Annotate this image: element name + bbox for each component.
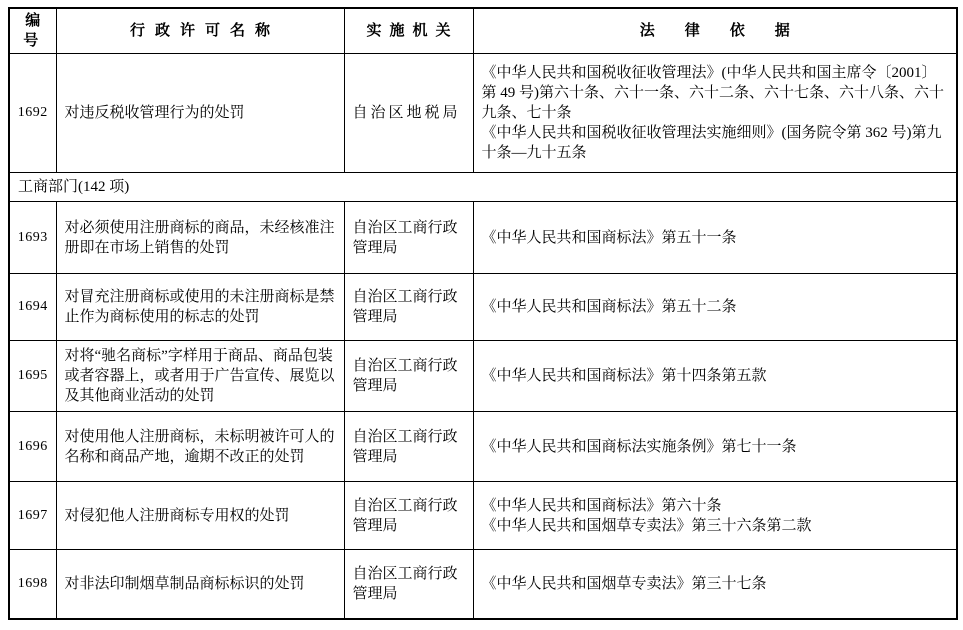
header-license-name: 行政许可名称 bbox=[56, 8, 344, 54]
table-header-row bbox=[9, 8, 957, 54]
legal-basis-line: 《中华人民共和国税收征收管理法实施细则》(国务院令第 362 号)第九十条—九十五条 bbox=[481, 125, 942, 161]
header-agency: 实施机关 bbox=[344, 8, 473, 54]
header-legal-basis: 法律依据 bbox=[473, 8, 957, 54]
cell-number: 1695 bbox=[9, 341, 56, 412]
cell-legal-basis bbox=[473, 54, 957, 173]
cell-legal-basis bbox=[473, 341, 957, 412]
cell-license-name: 对侵犯他人注册商标专用权的处罚 bbox=[56, 482, 344, 550]
table-row bbox=[9, 202, 957, 274]
cell-number: 1697 bbox=[9, 482, 56, 550]
cell-agency: 自治区工商行政管理局 bbox=[344, 412, 473, 482]
legal-basis-line: 《中华人民共和国商标法实施条例》第七十一条 bbox=[481, 438, 797, 455]
cell-agency: 自治区工商行政管理局 bbox=[344, 202, 473, 274]
license-table bbox=[8, 7, 958, 620]
cell-number: 1698 bbox=[9, 550, 56, 619]
cell-legal-basis bbox=[473, 550, 957, 619]
section-header: 工商部门(142 项) bbox=[9, 173, 957, 202]
legal-basis-line: 《中华人民共和国烟草专卖法》第三十六条第二款 bbox=[481, 517, 812, 534]
header-number: 编号 bbox=[9, 8, 56, 54]
legal-basis-line: 《中华人民共和国税收征收管理法》(中华人民共和国主席令〔2001〕第 49 号)第六十条、六十一条、六十二条、六十七条、六十八条、六十九条、七十条 bbox=[481, 65, 944, 121]
cell-number: 1694 bbox=[9, 274, 56, 341]
legal-basis-line: 《中华人民共和国商标法》第五十二条 bbox=[481, 299, 737, 315]
cell-agency: 自治区工商行政管理局 bbox=[344, 274, 473, 341]
cell-legal-basis bbox=[473, 274, 957, 341]
legal-basis-line: 《中华人民共和国商标法》第五十一条 bbox=[481, 229, 737, 246]
cell-number: 1692 bbox=[9, 54, 56, 173]
cell-license-name: 对违反税收管理行为的处罚 bbox=[56, 54, 344, 173]
section-row bbox=[9, 173, 957, 202]
legal-basis-line: 《中华人民共和国商标法》第十四条第五款 bbox=[481, 368, 767, 384]
table-row bbox=[9, 550, 957, 619]
legal-basis-line: 《中华人民共和国商标法》第六十条 bbox=[481, 497, 722, 514]
table-row bbox=[9, 341, 957, 412]
table-row bbox=[9, 412, 957, 482]
cell-license-name: 对将“驰名商标”字样用于商品、商品包装或者容器上，或者用于广告宣传、展览以及其他商业活动的处罚 bbox=[56, 341, 344, 412]
table-row bbox=[9, 274, 957, 341]
cell-license-name: 对必须使用注册商标的商品，未经核准注册即在市场上销售的处罚 bbox=[56, 202, 344, 274]
table-row bbox=[9, 54, 957, 173]
legal-basis-line: 《中华人民共和国烟草专卖法》第三十七条 bbox=[481, 575, 767, 592]
cell-number: 1696 bbox=[9, 412, 56, 482]
cell-agency: 自治区工商行政管理局 bbox=[344, 482, 473, 550]
cell-agency: 自治区工商行政管理局 bbox=[344, 550, 473, 619]
document-page bbox=[8, 7, 958, 620]
cell-agency: 自治区工商行政管理局 bbox=[344, 341, 473, 412]
cell-license-name: 对使用他人注册商标，未标明被许可人的名称和商品产地，逾期不改正的处罚 bbox=[56, 412, 344, 482]
cell-legal-basis bbox=[473, 202, 957, 274]
cell-legal-basis bbox=[473, 412, 957, 482]
cell-agency: 自治区地税局 bbox=[344, 54, 473, 173]
cell-legal-basis bbox=[473, 482, 957, 550]
cell-license-name: 对非法印制烟草制品商标标识的处罚 bbox=[56, 550, 344, 619]
cell-number: 1693 bbox=[9, 202, 56, 274]
cell-license-name: 对冒充注册商标或使用的未注册商标是禁止作为商标使用的标志的处罚 bbox=[56, 274, 344, 341]
table-row bbox=[9, 482, 957, 550]
